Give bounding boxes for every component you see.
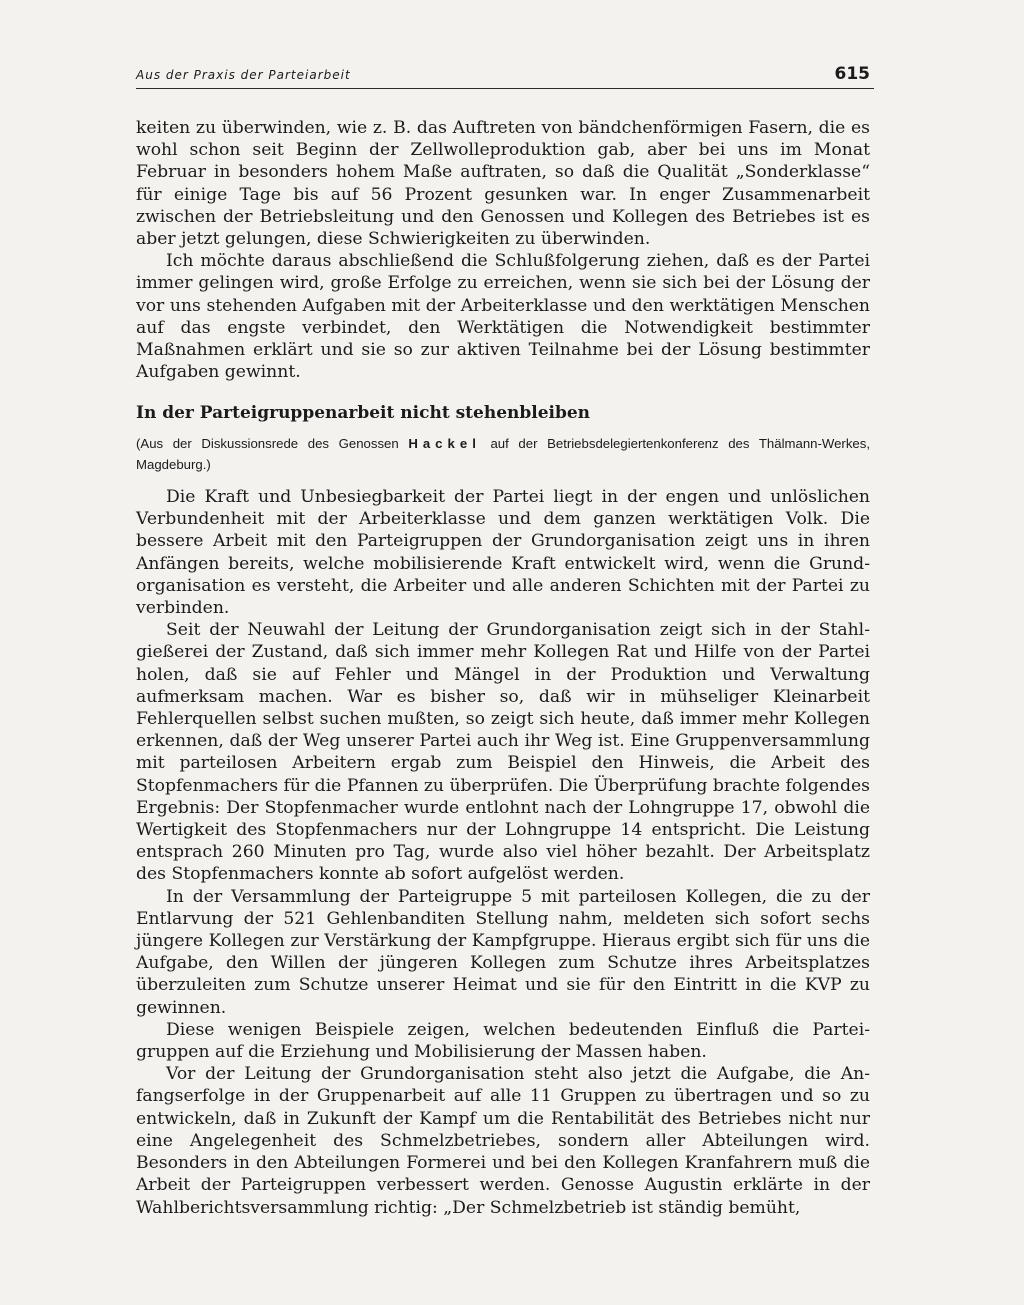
- note-text-after: auf der Betriebsdelegiertenkonferenz des Thälmann-Werkes, Magdeburg.): [136, 436, 870, 472]
- text-block-bottom: [136, 486, 870, 1219]
- paragraph: Ich möchte daraus abschließend die Schlußfolgerung ziehen, daß es der Partei immer gelingen wird, große Erfolge zu erreichen, wenn sie sich bei der Lösung der vor uns stehenden Aufgaben mit der Arbeiterklasse und den werktätigen Menschen auf das engste verbindet, den Werktätigen die Notwendigkeit bestimmter Maßnahmen erklärt und sie so zur aktiven Teilnahme bei der Lösung bestimmter Aufgaben gewinnt.: [136, 251, 870, 383]
- running-header: [136, 62, 874, 89]
- paragraph: In der Versammlung der Parteigruppe 5 mit parteilosen Kollegen, die zu der Entlarvung der 521 Gehlenbanditen Stellung nahm, meldeten sich sofort sechs jüngere Kollegen zur Verstärkung der Kampfgruppe. Hieraus ergibt sich für uns die Aufgabe, den Willen der jüngeren Kollegen zum Schutze ihres Arbeitsplatzes überzuleiten zum Schutze unserer Heimat und sie für den Eintritt in die KVP zu gewinnen.: [136, 886, 870, 1018]
- speech-source-note: [136, 433, 870, 475]
- running-title: Aus der Praxis der Parteiarbeit: [136, 68, 351, 82]
- note-text-before: (Aus der Diskussionsrede des Genossen: [136, 436, 409, 451]
- paragraph: Diese wenigen Beispiele zeigen, welchen bedeutenden Einfluß die Parteigruppen auf die Erziehung und Mobilisierung der Massen haben.: [136, 1019, 870, 1063]
- paragraph: Seit der Neuwahl der Leitung der Grundorganisation zeigt sich in der Stahlgießerei der Zustand, daß sich immer mehr Kollegen Rat und Hilfe von der Partei holen, daß sie auf Fehler und Mängel in der Produktion und Verwaltung aufmerksam machen. War es bisher so, daß wir in mühseliger Kleinarbeit Fehlerquellen selbst suchen mußten, so zeigt sich heute, daß immer mehr Kollegen erkennen, daß der Weg unserer Partei auch ihr Weg ist. Eine Gruppenversammlung mit parteilosen Arbeitern ergab zum Beispiel den Hinweis, die Arbeit des Stopfenmachers für die Pfannen zu überprüfen. Die Überprüfung brachte folgendes Ergebnis: Der Stopfenmacher wurde entlohnt nach der Lohngruppe 17, obwohl die Wertigkeit des Stopfenmachers nur der Lohngruppe 14 entspricht. Die Leistung entsprach 260 Minuten pro Tag, wurde also viel höher bezahlt. Der Arbeitsplatz des Stopfenmachers konnte ab sofort aufgelöst werden.: [136, 620, 870, 885]
- paragraph: Die Kraft und Unbesiegbarkeit der Partei liegt in der engen und unlöslichen Verbundenheit mit der Arbeiterklasse und dem ganzen werktätigen Volk. Die bessere Arbeit mit den Parteigruppen der Grundorganisation zeigt uns in ihren Anfängen bereits, welche mobilisierende Kraft entwickelt wird, wenn die Grundorganisation es versteht, die Arbeiter und alle anderen Schichten mit der Partei zu verbinden.: [136, 487, 870, 619]
- speaker-name: Hackel: [408, 436, 481, 451]
- paragraph: Vor der Leitung der Grundorganisation steht also jetzt die Aufgabe, die Anfangserfolge in der Gruppenarbeit auf alle 11 Gruppen zu übertragen und so zu entwickeln, daß in Zukunft der Kampf um die Rentabilität des Betriebes nicht nur eine Angelegenheit des Schmelzbetriebes, sondern aller Abteilungen wird. Besonders in den Abteilungen Formerei und bei den Kollegen Kranfahrern muß die Arbeit der Parteigruppen verbessert werden. Genosse Augustin erklärte in der Wahlberichtsversammlung richtig: „Der Schmelzbetrieb ist ständig bemüht,: [136, 1064, 870, 1218]
- section-heading: In der Parteigruppenarbeit nicht stehenbleiben: [136, 403, 591, 423]
- paragraph: keiten zu überwinden, wie z. B. das Auftreten von bändchenförmigen Fasern, die es wohl schon seit Beginn der Zellwolleproduktion gab, aber bei uns im Monat Februar in besonders hohem Maße auftraten, so daß die Qualität „Sonderklasse“ für einige Tage bis auf 56 Prozent gesunken war. In enger Zusammenarbeit zwischen der Betriebsleitung und den Genossen und Kollegen des Betriebes ist es aber jetzt gelungen, diese Schwierigkeiten zu überwinden.: [136, 118, 870, 250]
- text-block-top: [136, 117, 870, 383]
- page-number: 615: [834, 64, 870, 84]
